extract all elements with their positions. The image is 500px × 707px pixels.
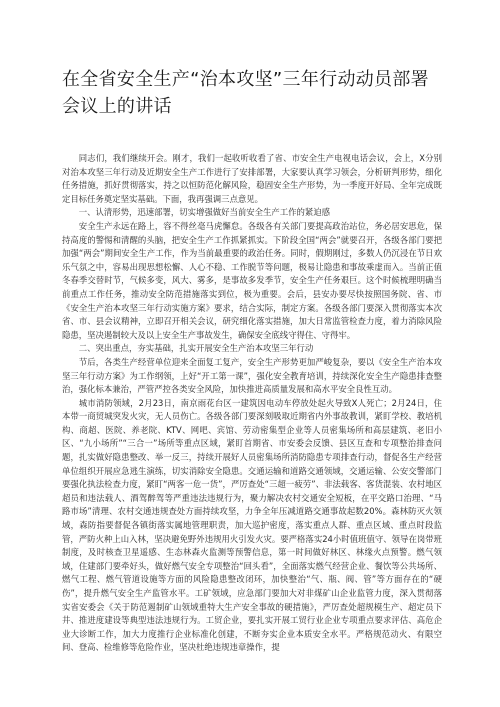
section-heading-1: 一、认清形势，迅速部署，切实增强做好当前安全生产工作的紧迫感 xyxy=(78,207,331,218)
intro-paragraph: 同志们，我们继续开会。刚才，我们一起收听收看了省、市安全生产电视电话会议，会上，X分别对治本攻坚三年行动及近期安全生产工作进行了安排部署，大家要认真学习领会，分析研判形势，细化任务措施，抓好贯彻落实，持之以恒防范化解风险，稳固安全生产形势，为一季度开好局、全年完成既定目标任务奠定坚实基础。下面，我再强调三点意见。 xyxy=(62,153,442,204)
document-body xyxy=(62,152,442,655)
body-paragraph: 城市消防领域，2月23日，南京雨花台区一建筑因电动车停放处起火导致X人死亡；2月24日，住本带一商贸城突发火灾，无人员伤亡。各级各部门要深刻吸取近期省内外事故教训，紧盯学校、教培机构、商超、医院、养老院、KTV、网吧、宾馆、劳动密集型企业等人员密集场所和高层建筑、老旧小区、“九小场所”“三合一”场所等重点区域，紧盯首期省、市安委会反馈、县区互查和专项整治排查问题，扎实做好隐患整改、举一反三，持续开展好人员密集场所消防隐患专项排查行动，督促各生产经营单位组织开展应急逃生演练，切实消除安全隐患。交通运输和道路交通领域，交通运输、公安交警部门要强化执法检查力度，紧盯“两客一危一货”，严厉查处“三超一疲劳”、非法载客、客货混装、农村地区超员和违法载人、酒驾醉驾等严重违法违规行为，聚力解决农村交通安全短板，在平交路口治理、“马路市场”清理、农村交通违规查处方面持续攻坚，力争全年压减道路交通事故起数20%。森林防灭火领域，森防指要督促各镇街落实属地管理职责，加大巡护密度，落实重点人群、重点区域、重点时段监管，严防火种上山入林，坚决避免野外违规用火引发火灾。要严格落实24小时值班值守、领导在岗带班制度，及时核查卫星遥感、生态林森火监测等预警信息，第一时间做好林区、林缘火点预警。燃气领域，住建部门要牵好头，做好燃气安全专项整治“回头看”，全面落实燃气经营企业、餐饮等公共场所、燃气工程、燃气管道设施等方面的风险隐患整改闭环，加快整治“气、瓶、阀、管”等方面存在的“硬伤”，提升燃气安全生产监管水平。工矿领域，应急部门要加大对非煤矿山企业监管力度，深入贯彻落实省安委会《关于防范遏制矿山领域重特大生产安全事故的硬措施》，严厉查处超规模生产、超定员下井、推进度建设等典型违法违规行为。工贸企业，要扎实开展工贸行业企业专项重点要求评估、高危企业大诊断工作，加大力度推行企业标准化创建，不断夯实企业本质安全水平。严格规范动火、有限空间、登高、检维修等危险作业，坚决杜绝违规违章操作，提 xyxy=(62,397,442,653)
section-heading-2: 二、突出重点，夯实基础，扎实开展安全生产治本攻坚三年行动 xyxy=(78,343,314,354)
body-paragraph: 安全生产永远在路上，容不得丝毫马虎懈怠。各级各有关部门要提高政治站位，务必居安思危，保持高度的警惕和清醒的头脑，把安全生产工作抓紧抓实。下阶段全国“两会”就要召开，各级各部门要把加强“两会”期间安全生产工作，作为当前最重要的政治任务。同时，假期刚过，多数人仍沉浸在节日欢乐气氛之中，容易出现思想松懈、人心不稳、工作脱节等问题，极易让隐患和事故乘虚而入。当前正值冬春季交替时节，气候多变，风大、雾多，是事故多发季节，安全生产任务艰巨。这个时候梳理明确当前重点工作任务，推动安全防范措施落实到位，极为重要。会后，县安办要尽快按照国务院、省、市《安全生产治本攻坚三年行动实施方案》要求，结合实际，制定方案。各级各部门要深入贯彻落实本次省、市、县会议精神，立即召开相关会议，研究细化落实措施，加大日常监管检查力度，着力消除风险隐患，坚决遏制较大及以上安全生产事故发生，确保安全底线守得住、守得牢。 xyxy=(62,220,442,340)
page-title: 在全省安全生产“治本攻坚”三年行动动员部署会议上的讲话 xyxy=(62,69,429,117)
body-paragraph: 节后，各类生产经营单位迎来全面复工复产，安全生产形势更加严峻复杂，要以《安全生产治本攻坚三年行动方案》为工作纲领，上好“开工第一课”，强化安全教育培训，持续深化安全生产隐患排查整治，强化标本兼治，严管严控各类安全风险，加快推进高质量发展和高水平安全良性互动。 xyxy=(62,356,442,395)
